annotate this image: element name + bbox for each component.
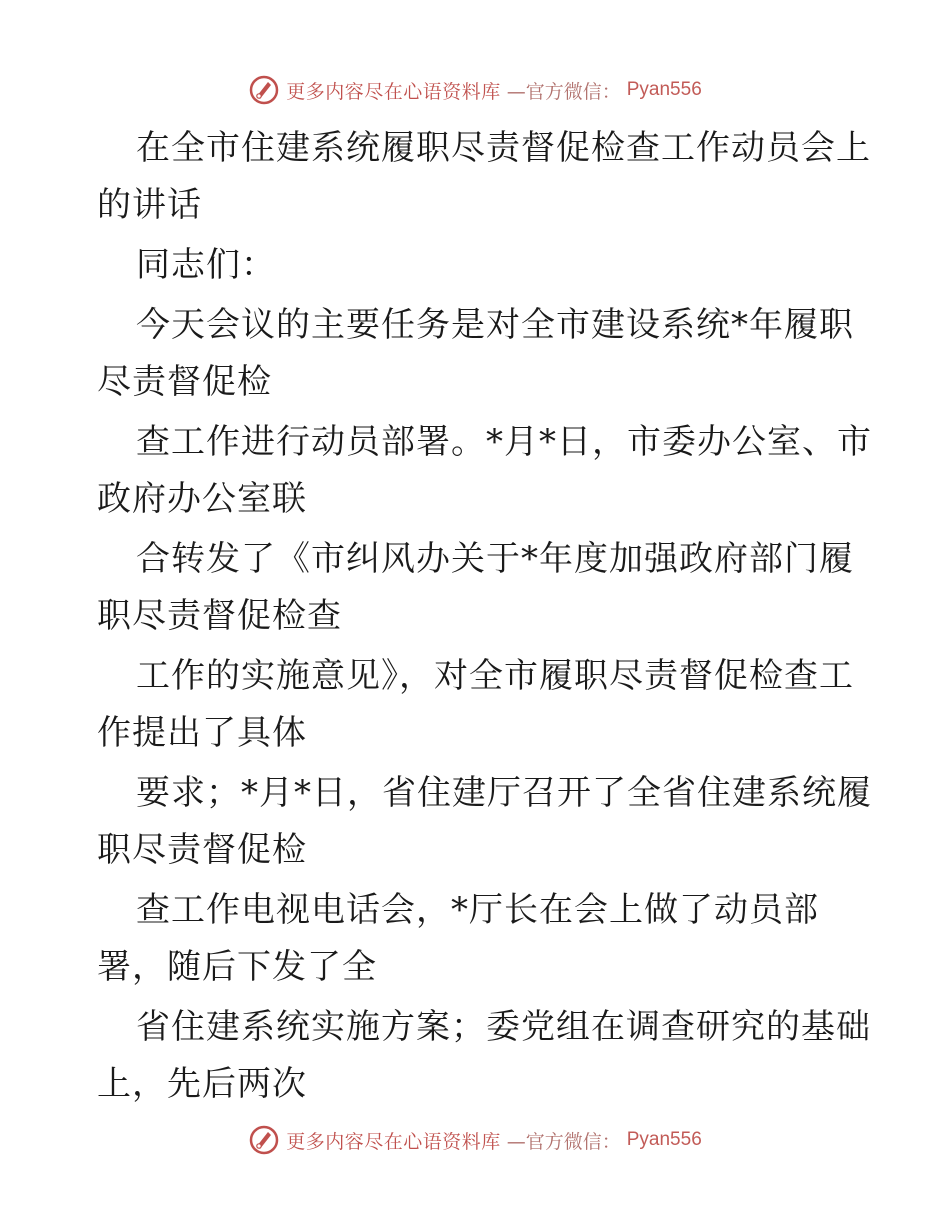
watermark-wechat-id: Pyan556 <box>626 79 702 100</box>
text-line: 工作的实施意见》，对全市履职尽责督促检查工 <box>136 656 854 696</box>
text-line: 政府办公室联 <box>97 479 307 519</box>
watermark-header <box>0 70 950 110</box>
text-line: 上，先后两次 <box>97 1064 307 1104</box>
text-line: 职尽责督促检查 <box>97 596 342 636</box>
logo-icon <box>248 74 280 106</box>
logo-icon <box>248 1124 280 1156</box>
text-line: 省住建系统实施方案；委党组在调查研究的基础 <box>136 1007 871 1047</box>
text-line: 查工作进行动员部署。*月*日，市委办公室、市 <box>136 422 872 462</box>
watermark-main-text: 更多内容尽在心语资料库 <box>286 1130 501 1153</box>
text-line: 职尽责督促检 <box>97 830 307 870</box>
text-line: 要求；*月*日，省住建厅召开了全省住建系统履 <box>136 773 872 813</box>
text-line: 在全市住建系统履职尽责督促检查工作动员会上 <box>136 128 871 168</box>
watermark-main-text: 更多内容尽在心语资料库 <box>286 80 501 103</box>
text-line: 今天会议的主要任务是对全市建设系统*年履职 <box>136 305 854 345</box>
watermark-footer <box>0 1120 950 1160</box>
watermark-sub-text: —官方微信： <box>506 80 621 103</box>
text-line: 的讲话 <box>97 185 202 225</box>
text-line: 尽责督促检 <box>97 362 272 402</box>
watermark-sub-text: —官方微信： <box>506 1130 621 1153</box>
text-line: 合转发了《市纠风办关于*年度加强政府部门履 <box>136 539 854 579</box>
text-line: 同志们： <box>136 245 276 285</box>
text-line: 署，随后下发了全 <box>97 947 377 987</box>
text-line: 作提出了具体 <box>97 713 307 753</box>
watermark-wechat-id: Pyan556 <box>626 1129 702 1150</box>
text-line: 查工作电视电话会，*厅长在会上做了动员部 <box>136 890 819 930</box>
